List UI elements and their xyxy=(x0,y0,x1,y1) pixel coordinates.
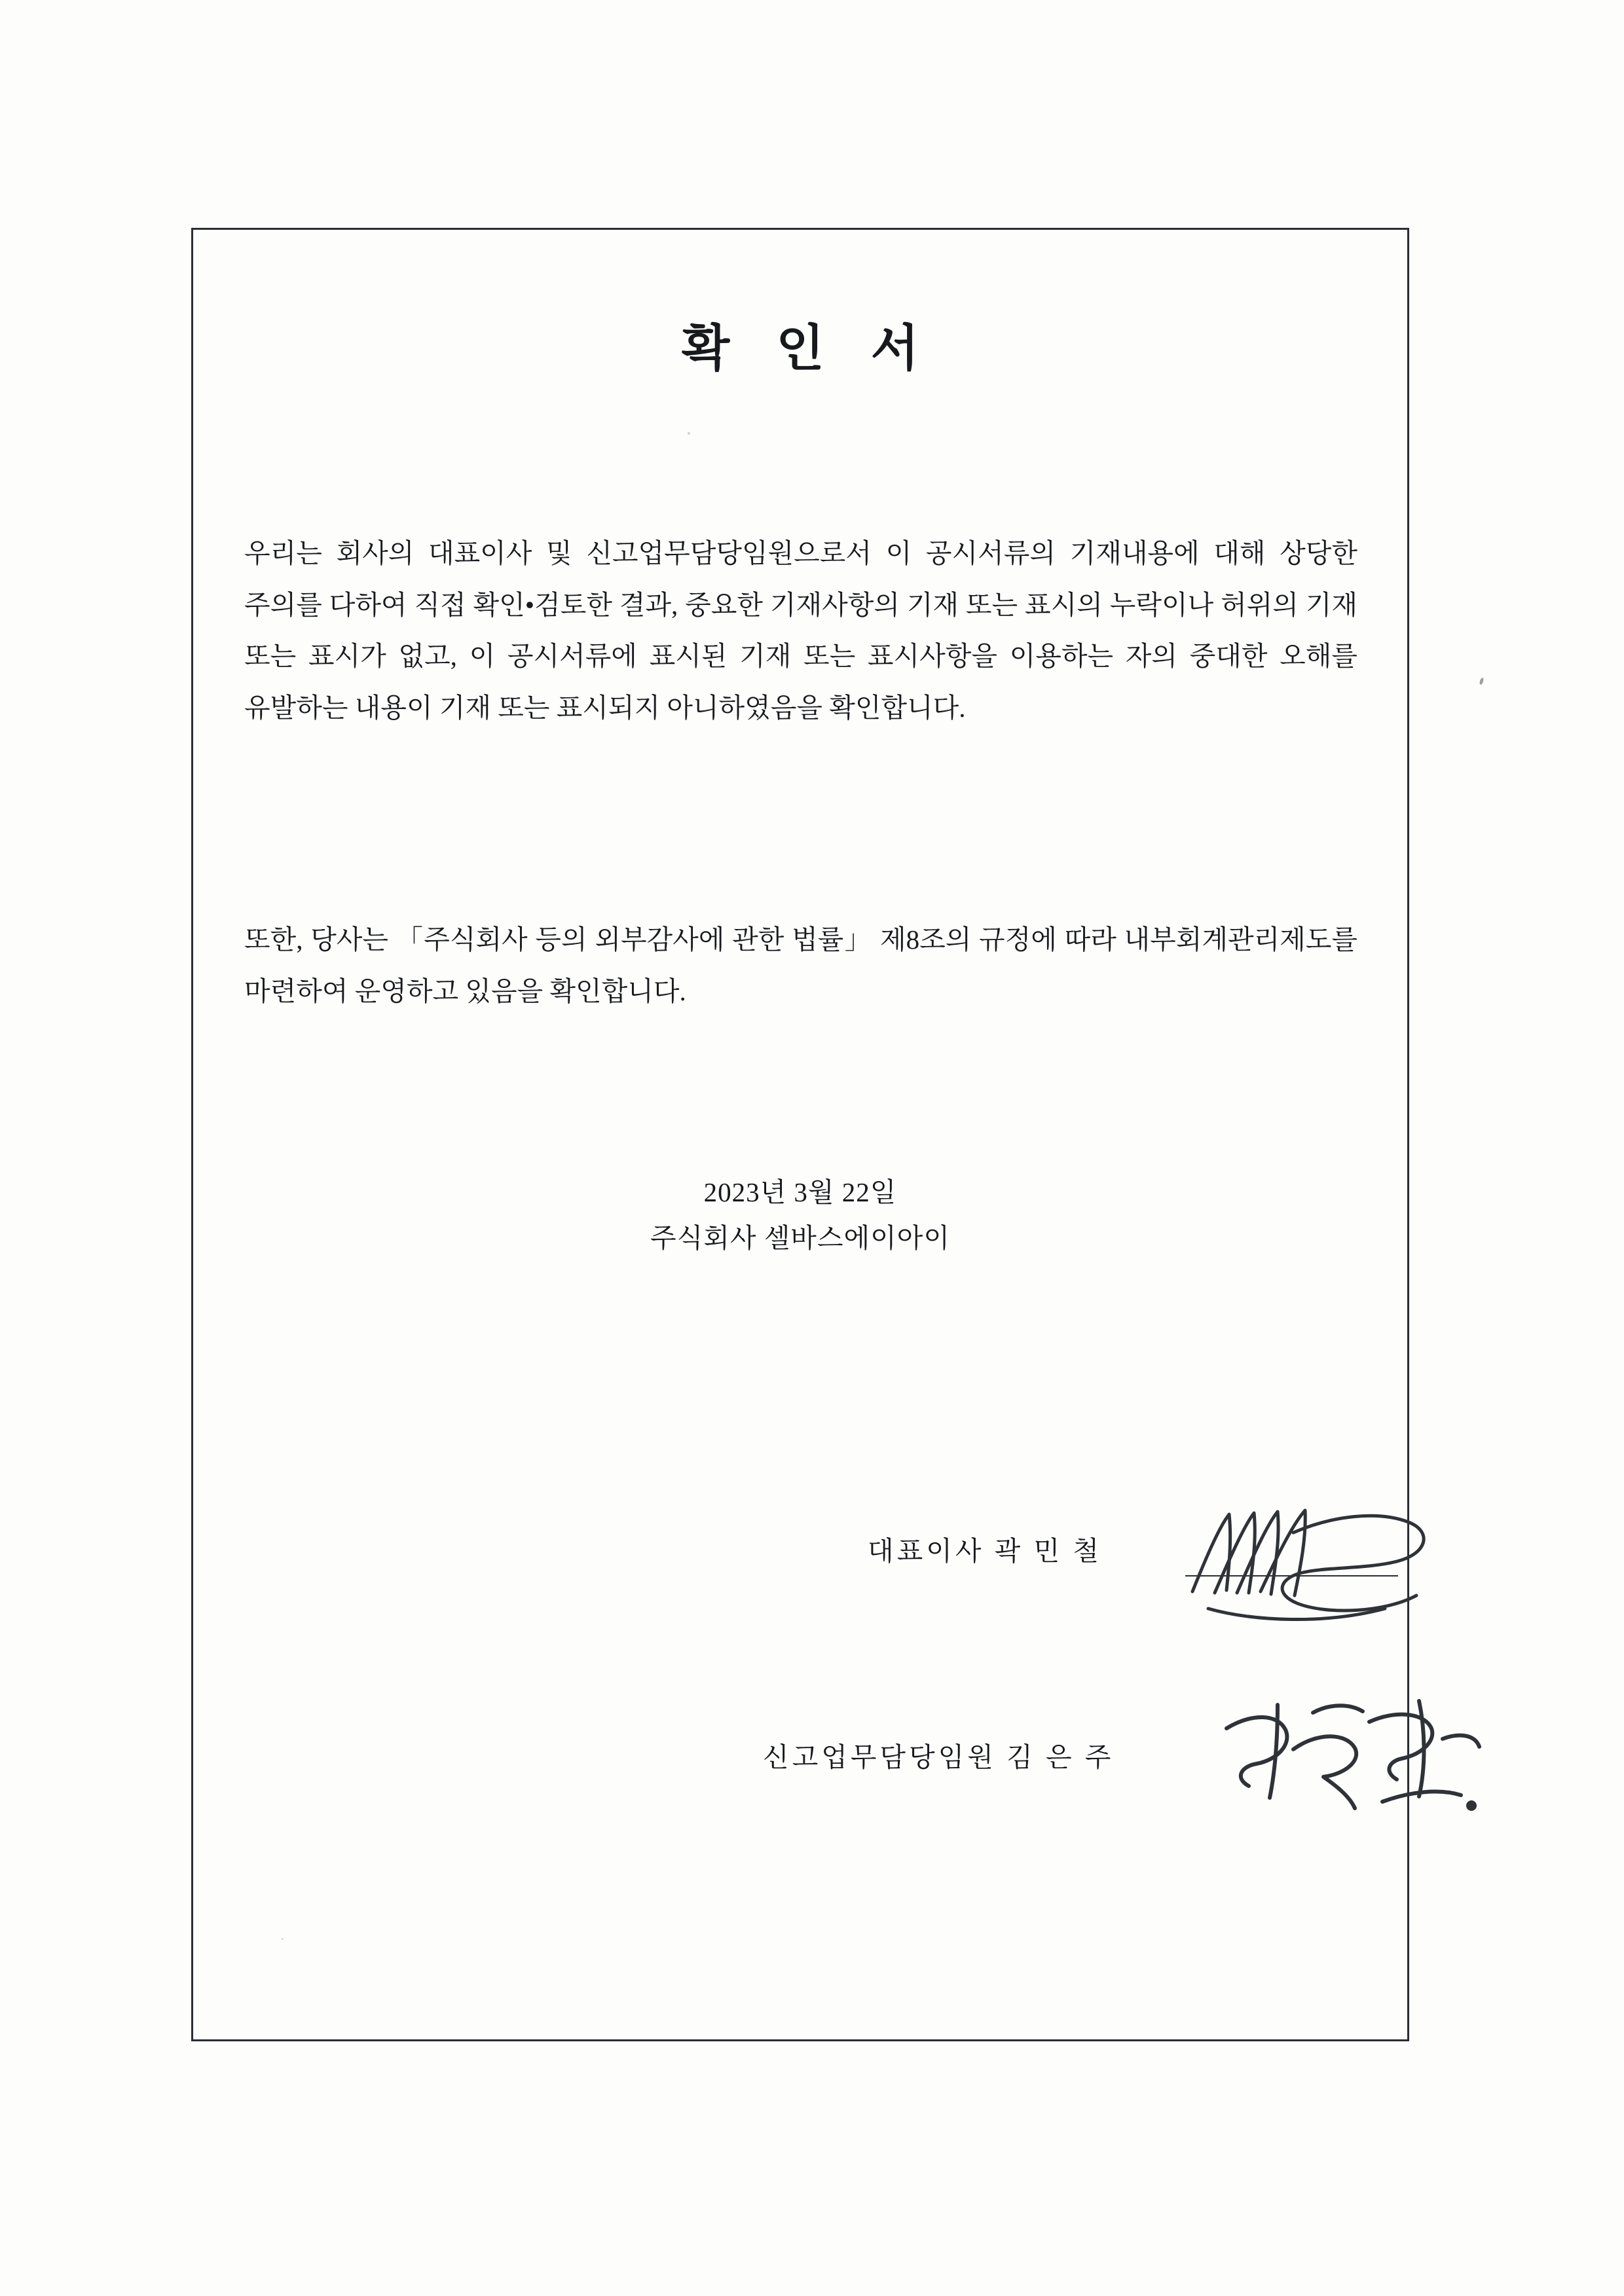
scan-speck xyxy=(1479,677,1484,685)
document-title: 확 인 서 xyxy=(681,321,936,376)
signature-rule-ceo xyxy=(1185,1575,1398,1576)
signature-date: 2023년 3월 22일 xyxy=(703,1177,897,1207)
document-body xyxy=(193,230,1407,2039)
signatory-line-officer: 신고업무담당임원 김 은 주 xyxy=(763,1742,1115,1772)
confirmation-paragraph-1: 우리는 회사의 대표이사 및 신고업무담당임원으로서 이 공시서류의 기재내용에 대해 상당한 주의를 다하여 직접 확인•검토한 결과, 중요한 기재사항의 기재 또는 표시의 누락이나 허위의 기재 또는 표시가 없고, 이 공시서류에 표시된 기재 또는 표시사항을 이용하는 자의 중대한 오해를 유발하는 내용이 기재 또는 표시되지 아니하였음을 확인합니다. xyxy=(244,538,1357,723)
signatory-line-ceo: 대표이사 곽 민 철 xyxy=(868,1536,1102,1566)
signature-mark-ceo xyxy=(1169,1493,1444,1644)
document-frame xyxy=(191,228,1409,2041)
confirmation-paragraph-2: 또한, 당사는 「주식회사 등의 외부감사에 관한 법률」 제8조의 규정에 따라 내부회계관리제도를 마련하여 운영하고 있음을 확인합니다. xyxy=(244,924,1357,1006)
signature-mark-officer xyxy=(1215,1686,1490,1837)
company-name: 주식회사 셀바스에이아이 xyxy=(650,1223,950,1253)
